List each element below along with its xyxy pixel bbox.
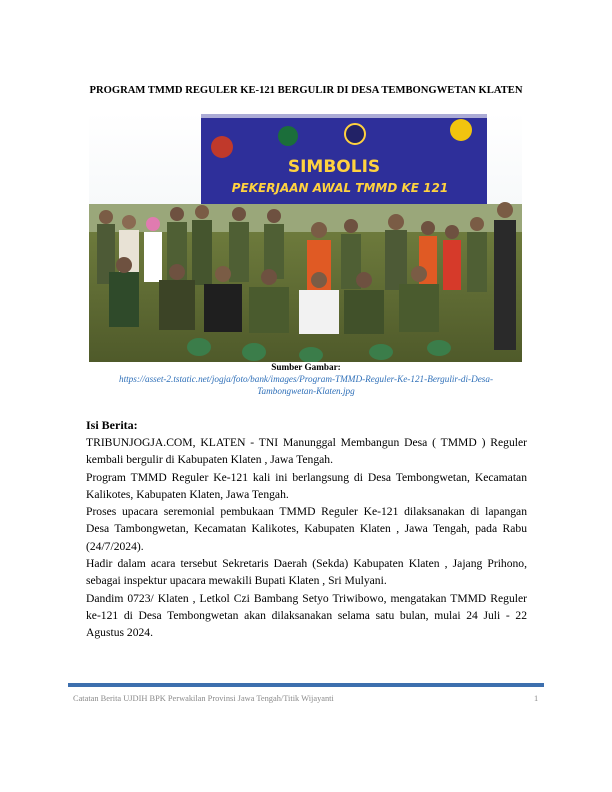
paragraph: Hadir dalam acara tersebut Sekretaris Daerah (Sekda) Kabupaten Klaten , Jajang Prihono, sebagai inspektur upacara mewakili Bupati Klaten , Sri Mulyani. bbox=[86, 557, 527, 588]
banner-line1: SIMBOLIS bbox=[287, 157, 381, 177]
logo-left-icon bbox=[211, 136, 233, 158]
caption-source-link[interactable]: https://asset-2.tstatic.net/jogja/foto/bank/images/Program-TMMD-Reguler-Ke-121-Bergulir-di-Desa-Tambongwetan-Klaten.jpg bbox=[118, 374, 494, 396]
banner-line2: PEKERJAAN AWAL TMMD KE 121 bbox=[231, 181, 449, 195]
logo-far-right-icon bbox=[450, 119, 472, 141]
paragraph: Proses upacara seremonial pembukaan TMMD Reguler Ke-121 dilaksanakan di lapangan Desa Tambongwetan, Kecamatan Kalikotes, Kabupaten Klaten , Jawa Tengah, pada Rabu (24/7/2024). bbox=[86, 505, 527, 553]
page-title: PROGRAM TMMD REGULER KE-121 BERGULIR DI DESA TEMBONGWETAN KLATEN bbox=[89, 85, 523, 96]
footer-text: Catatan Berita UJDIH BPK Perwakilan Provinsi Jawa Tengah/Titik Wijayanti bbox=[73, 694, 334, 703]
paragraph: Dandim 0723/ Klaten , Letkol Czi Bambang Setyo Triwibowo, mengatakan TMMD Reguler ke-121 di Desa Tembongwetan akan dilaksanakan selama satu bulan, mulai 24 Juli - 22 Agustus 2024. bbox=[86, 591, 527, 640]
page-number: 1 bbox=[534, 694, 539, 703]
logo-right-icon bbox=[345, 124, 365, 144]
caption-label: Sumber Gambar: bbox=[271, 362, 341, 372]
article-body bbox=[86, 434, 527, 642]
news-photo bbox=[89, 112, 522, 362]
paragraph: TRIBUNJOGJA.COM, KLATEN - TNI Manunggal Membangun Desa ( TMMD ) Reguler kembali bergulir di Kabupaten Klaten , Jawa Tengah. bbox=[86, 436, 527, 467]
paragraph: Program TMMD Reguler Ke-121 kali ini berlangsung di Desa Tembongwetan, Kecamatan Kalikotes, Kabupaten Klaten, Jawa Tengah. bbox=[86, 470, 527, 501]
footer-divider bbox=[68, 683, 544, 687]
section-label: Isi Berita: bbox=[86, 418, 138, 432]
logo-center-icon bbox=[278, 126, 298, 146]
